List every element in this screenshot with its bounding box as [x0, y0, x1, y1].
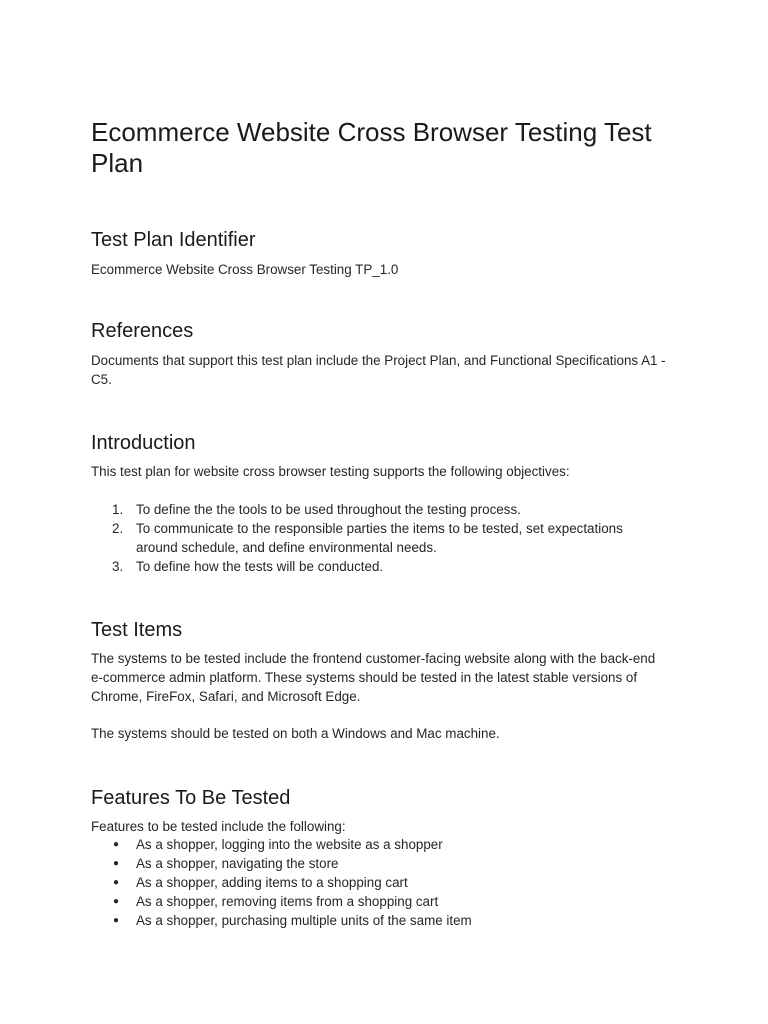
list-item: [91, 835, 671, 854]
objective-text: To define the the tools to be used throughout the testing process.: [136, 502, 521, 517]
list-item: [91, 873, 671, 892]
features-text: Features to be tested include the following:: [91, 819, 346, 834]
list-number: 3.: [112, 559, 124, 574]
objective-text: To communicate to the responsible parties the items to be tested, set expectations around schedule, and define environmental needs.: [136, 521, 623, 555]
bullet-icon: ●: [113, 915, 120, 926]
heading-features-to-be-tested: Features To Be Tested: [91, 787, 291, 809]
heading-test-plan-identifier: Test Plan Identifier: [91, 229, 256, 251]
identifier-text: Ecommerce Website Cross Browser Testing TP_1.0: [91, 262, 399, 277]
bullet-icon: ●: [113, 858, 120, 869]
list-item: [91, 519, 651, 557]
test-items-text-1: The systems to be tested include the frontend customer-facing website along with the back-end e-commerce admin platform. These systems should be tested in the latest stable versions of Chrome, FireFox, Safari, and Microsoft Edge.: [91, 651, 656, 704]
feature-text: As a shopper, purchasing multiple units of the same item: [136, 913, 472, 928]
heading-introduction: Introduction: [91, 432, 196, 454]
objectives-list: [91, 500, 651, 576]
test-items-text-2: The systems should be tested on both a Windows and Mac machine.: [91, 726, 500, 741]
feature-text: As a shopper, navigating the store: [136, 856, 339, 871]
list-item: [91, 892, 671, 911]
features-list: [91, 835, 671, 930]
list-item: [91, 557, 651, 576]
list-item: [91, 911, 671, 930]
heading-test-items: Test Items: [91, 619, 183, 641]
list-number: 1.: [112, 502, 124, 517]
objective-text: To define how the tests will be conducted.: [136, 559, 384, 574]
introduction-text: This test plan for website cross browser testing supports the following objectives:: [91, 464, 570, 479]
heading-references: References: [91, 320, 194, 342]
feature-text: As a shopper, removing items from a shopping cart: [136, 894, 439, 909]
bullet-icon: ●: [113, 877, 120, 888]
document-title: Ecommerce Website Cross Browser Testing Test Plan: [91, 117, 652, 178]
feature-text: As a shopper, logging into the website as a shopper: [136, 837, 443, 852]
bullet-icon: ●: [113, 896, 120, 907]
list-number: 2.: [112, 521, 124, 536]
list-item: [91, 854, 671, 873]
feature-text: As a shopper, adding items to a shopping cart: [136, 875, 408, 890]
list-item: [91, 500, 651, 519]
references-text: Documents that support this test plan include the Project Plan, and Functional Specifications A1 - C5.: [91, 353, 666, 387]
bullet-icon: ●: [113, 839, 120, 850]
